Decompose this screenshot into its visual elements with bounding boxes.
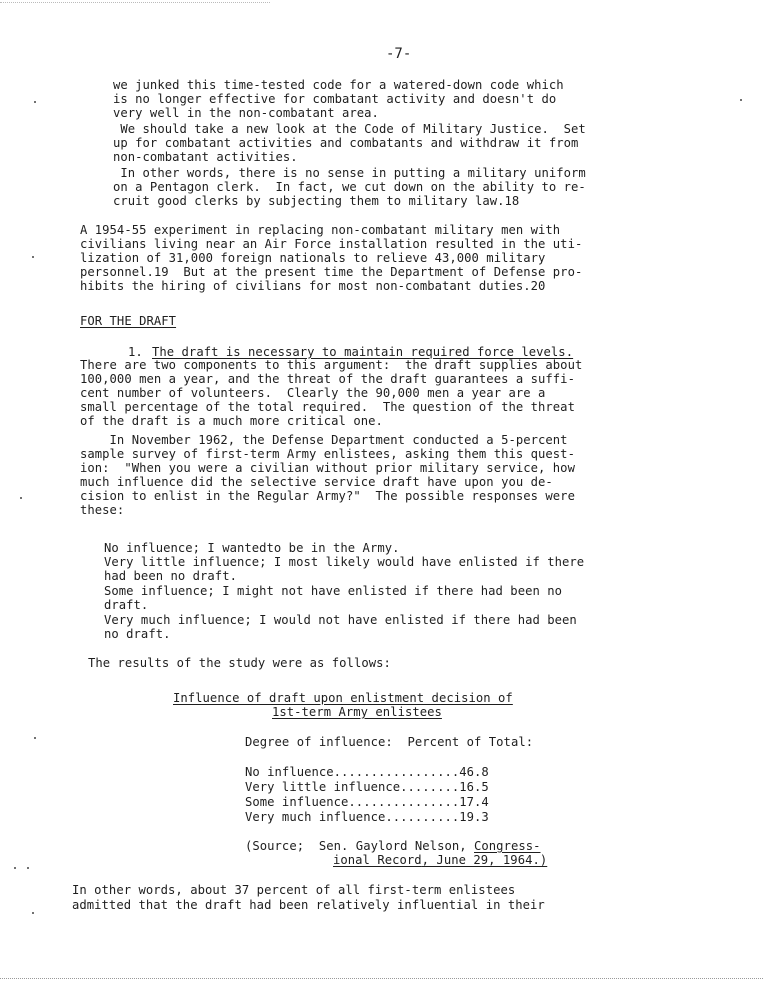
scan-speck (32, 256, 34, 258)
scan-speck (27, 867, 29, 869)
paragraph-line: of the draft is a much more critical one. (80, 414, 383, 428)
results-intro: The results of the study were as follows: (88, 656, 391, 670)
paragraph-line: A 1954-55 experiment in replacing non-combatant military men with (80, 223, 561, 237)
table-row: Very much influence..........19.3 (245, 810, 489, 824)
paragraph-line: cent number of volunteers. Clearly the 90,000 men a year are a (80, 386, 546, 400)
scan-speck (34, 101, 36, 103)
scan-speck (740, 99, 742, 101)
table-row: Very little influence........16.5 (245, 780, 489, 794)
bottom-dotted-border (0, 978, 763, 979)
paragraph-line: 100,000 men a year, and the threat of the draft guarantees a suffi- (80, 372, 575, 386)
scan-speck (32, 912, 34, 914)
section-heading: FOR THE DRAFT (80, 314, 177, 328)
source-journal: Congress- (474, 839, 541, 853)
paragraph-line: these: (80, 503, 125, 517)
paragraph-line: ion: "When you were a civilian without prior military service, how (80, 461, 575, 475)
response-item: had been no draft. (104, 569, 237, 583)
point-number: 1. (128, 345, 143, 359)
paragraph-line: In November 1962, the Defense Department conducted a 5-percent (80, 433, 568, 447)
quote-line: In other words, there is no sense in putting a military uniform (113, 166, 586, 180)
scan-speck (14, 867, 16, 869)
paragraph-line: sample survey of first-term Army enlistees, asking them this quest- (80, 447, 575, 461)
source-prefix: (Source; Sen. Gaylord Nelson, (245, 839, 475, 853)
response-item: No influence; I wantedto be in the Army. (104, 541, 400, 555)
paragraph-line: There are two components to this argument: the draft supplies about (80, 358, 583, 372)
table-title: 1st-term Army enlistees (272, 705, 442, 719)
paragraph-line: In other words, about 37 percent of all first-term enlistees (72, 883, 516, 897)
table-source (245, 840, 541, 852)
paragraph-line: lization of 31,000 foreign nationals to relieve 43,000 military (80, 251, 546, 265)
quote-line: is no longer effective for combatant activity and doesn't do (113, 92, 557, 106)
table-row: No influence.................46.8 (245, 765, 489, 779)
table-title: Influence of draft upon enlistment decision of (173, 691, 513, 705)
source-date: , June 29, 1964.) (421, 853, 548, 867)
point-heading: The draft is necessary to maintain required force levels. (152, 345, 574, 359)
paragraph-line: cision to enlist in the Regular Army?" The possible responses were (80, 489, 575, 503)
scan-speck (34, 737, 36, 739)
response-item: no draft. (104, 627, 171, 641)
quote-line: cruit good clerks by subjecting them to military law.18 (113, 194, 520, 208)
paragraph-line: civilians living near an Air Force installation resulted in the uti- (80, 237, 583, 251)
paragraph-line: much influence did the selective service draft have upon you de- (80, 475, 553, 489)
response-item: draft. (104, 598, 149, 612)
quote-line: non-combatant activities. (113, 150, 298, 164)
quote-line: on a Pentagon clerk. In fact, we cut down on the ability to re- (113, 180, 586, 194)
quote-line: up for combatant activities and combatants and withdraw it from (113, 136, 579, 150)
response-item: Very little influence; I most likely would have enlisted if there (104, 555, 585, 569)
source-journal: ional Record (333, 853, 422, 867)
quote-line: very well in the non-combatant area. (113, 106, 379, 120)
paragraph-line: personnel.19 But at the present time the Department of Defense pro- (80, 265, 583, 279)
response-item: Very much influence; I would not have enlisted if there had been (104, 613, 577, 627)
page-number: -7- (386, 46, 412, 62)
paragraph-line: hibits the hiring of civilians for most non-combatant duties.20 (80, 279, 546, 293)
quote-line: we junked this time-tested code for a watered-down code which (113, 78, 564, 92)
scan-speck (20, 497, 22, 499)
table-source (333, 854, 547, 866)
table-header: Degree of influence: Percent of Total: (245, 735, 534, 749)
paragraph-line: admitted that the draft had been relatively influential in their (72, 898, 545, 912)
quote-line: We should take a new look at the Code of Military Justice. Set (113, 122, 586, 136)
response-item: Some influence; I might not have enlisted if there had been no (104, 584, 563, 598)
top-dotted-border (0, 2, 270, 3)
paragraph-line: small percentage of the total required. The question of the threat (80, 400, 575, 414)
table-row: Some influence...............17.4 (245, 795, 489, 809)
